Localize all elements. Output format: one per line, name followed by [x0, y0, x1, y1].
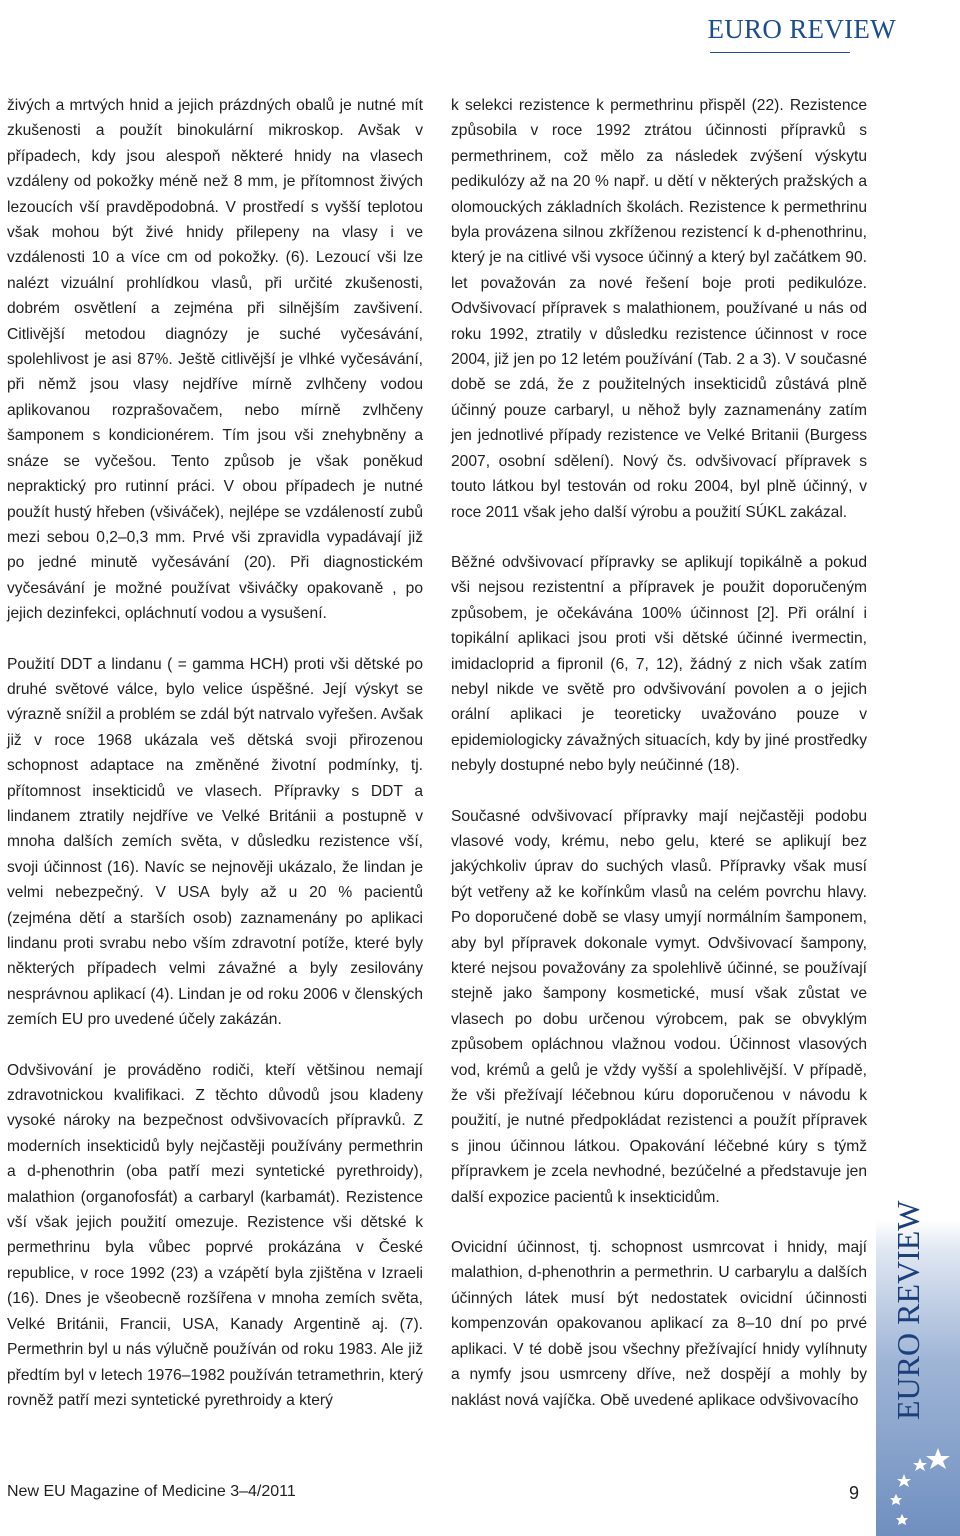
right-column	[451, 93, 867, 1413]
left-paragraph-1: živých a mrtvých hnid a jejich prázdných obalů je nutné mít zkušenosti a použít binokulární mikroskop. Avšak v případech, kdy jsou alespoň některé hnidy na vlasech vzdáleny od pokožky méně než 8 mm, je přítomnost živých lezoucích vší pravděpodobná. V prostředí s vyšší teplotou však mohou být živé hnidy přilepeny na vlasy i ve vzdálenosti 10 a více cm od pokožky. (6). Lezoucí vši lze nalézt vizuální prohlídkou vlasů, při určité zkušenosti, dobrém osvětlení a zejména při silnějším zavšivení. Citlivější metodou diagnózy je suché vyčesávání, spolehlivost je asi 87%. Ještě citlivější je vlhké vyčesávání, při němž jsou vlasy nejdříve mírně zvlhčeny vodou aplikovanou rozprašovačem, nebo mírně zvlhčeny šamponem s kondicionérem. Tím jsou vši znehybněny a snáze se vyčešou. Tento způsob je však poněkud nepraktický pro rutinní práci. V obou případech je nutné použít hustý hřeben (všiváček), nejlépe se vzdáleností zubů mezi sebou 0,2–0,3 mm. Prvé vši zpravidla vypadávají již po jedné minutě vyčesávání (20). Při diagnostickém vyčesávání je možné používat všiváčky opakovaně , po jejich dezinfekci, opláchnutí vodou a vysušení.	[7, 97, 423, 623]
eu-stars-icon	[880, 1440, 960, 1536]
right-paragraph-3: Současné odvšivovací přípravky mají nejčastěji podobu vlasové vody, krému, nebo gelu, které se aplikují bez jakýchkoliv úprav do suchých vlasů. Přípravky však musí být vetřeny až ke kořínkům vlasů na celém povrchu hlavy. Po doporučené době se vlasy umyjí normálním šamponem, aby byl přípravek dokonale vymyt. Odvšivovací šampony, které nejsou považovány za spolehlivě účinné, se používají stejně jako šampony kosmetické, musí však zůstat ve vlasech po dobu určenou výrobcem, pak se obvyklým způsobem opláchnou vlažnou vodou. Účinnost vlasových vod, krémů a gelů je vždy vyšší a spolehlivější. V případě, že vši přežívají léčebnou kúru doporučenou v návodu k použití, je nutné předpokládat rezistenci a použít přípravek s jinou účinnou látkou. Opakování léčebné kúry s týmž přípravkem je zcela nevhodné, bezúčelné a představuje jen další expozice pacientů k insekticidům.	[451, 807, 867, 1206]
right-paragraph-1: k selekci rezistence k permethrinu přispěl (22). Rezistence způsobila v roce 1992 ztrátou účinnosti přípravků s permethrinem, což mělo za následek zvýšení výskytu pedikulózy až na 20 % např. u dětí v některých pražských a olomouckých základních školách. Rezistence k permethrinu byla provázena silnou zkříženou rezistencí k d-phenothrinu, který je na citlivé vši vysoce účinný a který byl začátkem 90. let považován za nové řešení boje proti pedikulóze. Odvšivovací přípravek s malathionem, používané u nás od roku 1992, ztratily v důsledku rezistence účinnost v roce 2004, již jen po 12 letém používání (Tab. 2 a 3). V současné době se zdá, že z použitelných insekticidů zůstává plně účinný pouze carbaryl, u něhož byly zaznamenány zatím jen jednotlivé případy rezistence ve Velké Britanii (Burgess 2007, osobní sdělení). Nový čs. odvšivovací přípravek s touto látkou byl testován od roku 2004, byl plně účinný, v roce 2011 však jeho další výrobu a použití SÚKL zakázal.	[451, 97, 867, 521]
left-paragraph-3: Odvšivování je prováděno rodiči, kteří většinou nemají zdravotnickou kvalifikaci. Z těchto důvodů jsou kladeny vysoké nároky na bezpečnost odvšivovacích přípravků. Z moderních insekticidů byly nejčastěji používány permethrin a d-phenothrin (oba patří mezi syntetické pyrethroidy), malathion (organofosfát) a carbaryl (karbamát). Rezistence vší však jejich použití omezuje. Rezistence vši dětské k permethrinu byla vůbec poprvé prokázána v České republice, v roce 1992 (23) a vzápětí byla zjištěna v Izraeli (16). Dnes je všeobecně rozšířena v mnoha zemích světa, Velké Británii, Francii, USA, Kanady Argentině aj. (7). Permethrin byl u nás výlučně používán od roku 1983. Ale již předtím byl v letech 1976–1982 používán tetramethrin, který rovněž patří mezi syntetické pyrethroidy a který	[7, 1061, 423, 1409]
footer-journal-name: New EU Magazine of Medicine 3–4/2011	[7, 1483, 296, 1500]
header-rule	[710, 52, 850, 53]
right-paragraph-2: Běžné odvšivovací přípravky se aplikují topikálně a pokud vši nejsou rezistentní a přípravek je použit doporučeným způsobem, je očekávána 100% účinnost [2]. Při orální i topikální aplikaci jsou proti vši dětské účinné ivermectin, imidacloprid a fipronil (6, 7, 12), žádný z nich však zatím nebyl nikde ve světě pro odvšivování povolen a o jejich orální aplikaci je teoreticky uvažováno pouze v epidemiologicky závažných situacích, kdy by jiné prostředky nebyly dostupné nebo byly neúčinné (18).	[451, 553, 867, 775]
page-number: 9	[849, 1483, 860, 1503]
right-paragraph-4: Ovicidní účinnost, tj. schopnost usmrcovat i hnidy, mají malathion, d-phenothrin a permethrin. U carbarylu a dalších účinných látek musí být nedostatek ovicidní účinnosti kompenzován opakovanou aplikací za 8–10 dní po prvé aplikaci. V té době jsou všechny přežívající hnidy vylíhnuty a nymfy jsou usmrceny dříve, než dospějí a mohly by naklást nová vajíčka. Obě uvedené aplikace odvšivovacího	[451, 1239, 867, 1409]
header-title: EURO REVIEW	[707, 14, 896, 44]
side-title: EURO REVIEW	[890, 1200, 926, 1420]
left-paragraph-2: Použití DDT a lindanu ( = gamma HCH) proti vši dětské po druhé světové válce, bylo velice úspěšné. Její výskyt se výrazně snížil a problém se zdál být natrvalo vyřešen. Avšak již v roce 1968 ukázala veš dětská svoji přirozenou schopnost adaptace na změněné životní podmínky, tj. přítomnost insekticidů ve vlasech. Přípravky s DDT a lindanem ztratily nejdříve ve Velké Británii a postupně v mnoha dalších zemích světa, v důsledku rezistence vší, svoji účinnost (16). Navíc se nejnověji ukázalo, že lindan je velmi nebezpečný. V USA byly až u 20 % pacientů (zejména dětí a starších osob) zaznamenány po aplikaci lindanu proti svrabu nebo vším zdravotní potíže, které byly některých případech velmi závažné a byly zesilovány nesprávnou aplikací (4). Lindan je od roku 2006 v členských zemích EU pro uvedené účely zakázán.	[7, 655, 423, 1029]
left-column	[7, 93, 423, 1413]
